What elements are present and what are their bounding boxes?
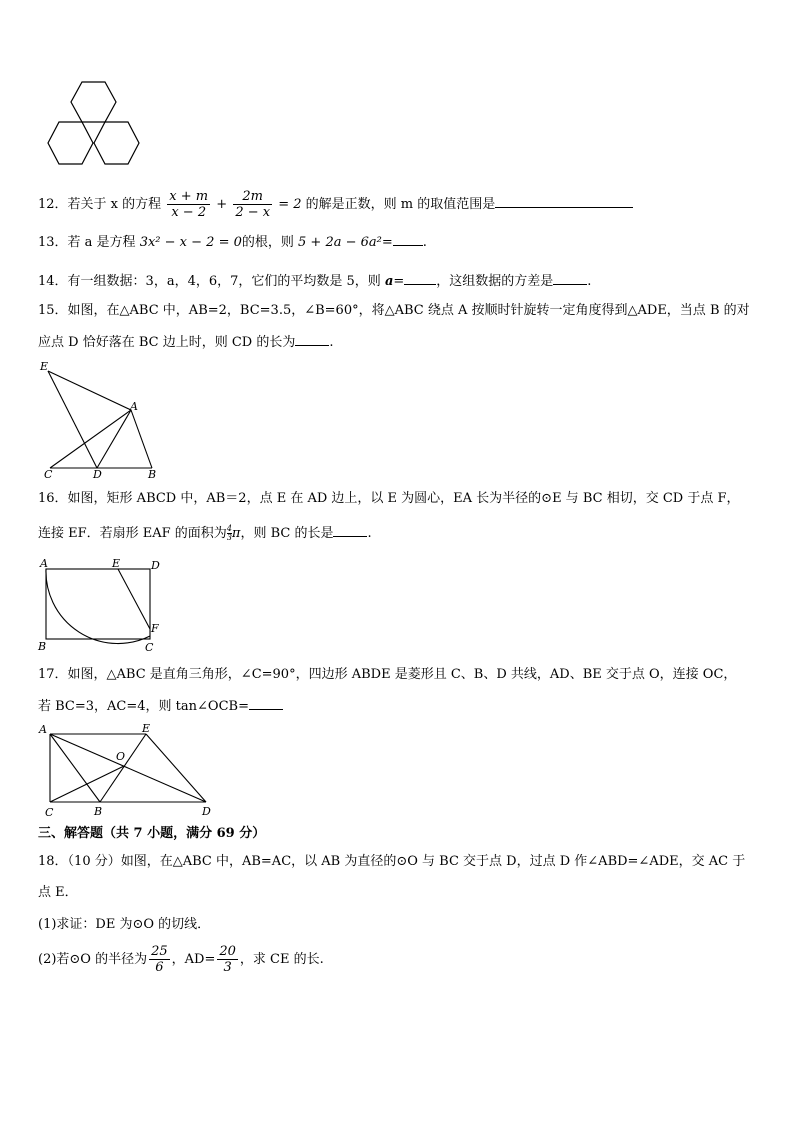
label-A: A: [40, 557, 48, 570]
question-17-line1: 17．如图，△ABC 是直角三角形，∠C=90°，四边形 ABDE 是菱形且 C、B、D 共线，AD、BE 交于点 O，连接 OC，: [38, 667, 737, 682]
label-E: E: [112, 557, 121, 570]
answer-blank[interactable]: [404, 272, 436, 285]
section-3-title: 三、解答题（共 7 小题，满分 69 分）: [38, 826, 266, 841]
question-16-line1: 16．如图，矩形 ABCD 中，AB＝2，点 E 在 AD 边上，以 E 为圆心，EA 长为半径的⊙E 与 BC 相切，交 CD 于点 F，: [38, 491, 740, 506]
figure-q16: [36, 556, 166, 656]
question-15-line2: 应点 D 恰好落在 BC 边上时，则 CD 的长为 .: [38, 335, 334, 350]
answer-blank[interactable]: [553, 272, 587, 285]
question-18-part1: (1)求证：DE 为⊙O 的切线．: [38, 917, 211, 932]
label-C: C: [45, 806, 54, 819]
label-A: A: [130, 400, 138, 413]
label-F: F: [151, 622, 159, 635]
question-17-line2: 若 BC=3，AC=4，则 tan∠OCB=: [38, 697, 283, 716]
figure-q15: [38, 358, 163, 480]
question-12: 12．若关于 x 的方程 $\frac{x + m}{x - 2}$ + $\frac{2m}{2 - x}$ = 2 的解是正数，则 m 的取值范围是: [38, 189, 633, 220]
label-A: A: [39, 723, 47, 736]
label-D: D: [202, 805, 211, 818]
answer-blank[interactable]: [495, 195, 633, 208]
answer-blank[interactable]: [295, 333, 329, 346]
label-E: E: [142, 722, 151, 735]
question-15-line1: 15．如图，在△ABC 中，AB=2，BC=3.5，∠B=60°，将△ABC 绕点 A 按顺时针旋转一定角度得到△ADE，当点 B 的对: [38, 303, 750, 318]
fraction-radius: $\frac{25}{6}$: [151, 944, 168, 975]
figure-q17: [36, 720, 216, 822]
fraction-2: $\frac{2m}{2 - x}$: [235, 189, 271, 220]
answer-blank[interactable]: [249, 697, 283, 710]
hexagon-top: [71, 82, 116, 122]
label-E: E: [40, 360, 49, 373]
question-18-line1: 18．（10 分）如图，在△ABC 中，AB=AC，以 AB 为直径的⊙O 与 BC 交于点 D，过点 D 作∠ABD=∠ADE，交 AC 于: [38, 854, 746, 869]
fraction-1: $\frac{x + m}{x - 2}$: [169, 189, 209, 220]
label-O: O: [116, 750, 126, 763]
label-B: B: [94, 805, 103, 818]
label-B: B: [148, 468, 157, 480]
question-13: 13．若 a 是方程 3x² − x − 2 = 0的根，则 5 + 2a − 6a²= .: [38, 235, 427, 250]
label-D: D: [93, 468, 102, 480]
label-C: C: [145, 641, 154, 654]
fraction-ad: $\frac{20}{3}$: [219, 944, 236, 975]
question-16-line2: 连接 EF．若扇形 EAF 的面积为 $\frac{4}{3}$ π，则 BC 的长是 .: [38, 524, 372, 542]
question-18-part2: (2)若⊙O 的半径为 $\frac{25}{6}$ ，AD= $\frac{20}{3}$ ，求 CE 的长.: [38, 944, 324, 975]
answer-blank[interactable]: [393, 233, 423, 246]
question-18-line2: 点 E．: [38, 885, 78, 900]
label-C: C: [44, 468, 53, 480]
hexagon-figure: [44, 80, 144, 170]
hexagon-bottom-left: [48, 122, 93, 164]
question-14: 14．有一组数据：3，a，4，6，7，它们的平均数是 5，则 a= ，这组数据的方差是 .: [38, 274, 592, 289]
label-B: B: [38, 640, 47, 653]
answer-blank[interactable]: [333, 524, 367, 537]
hexagon-bottom-right: [94, 122, 139, 164]
label-D: D: [151, 559, 160, 572]
fraction-4-3: $\frac{4}{3}$: [226, 524, 232, 542]
